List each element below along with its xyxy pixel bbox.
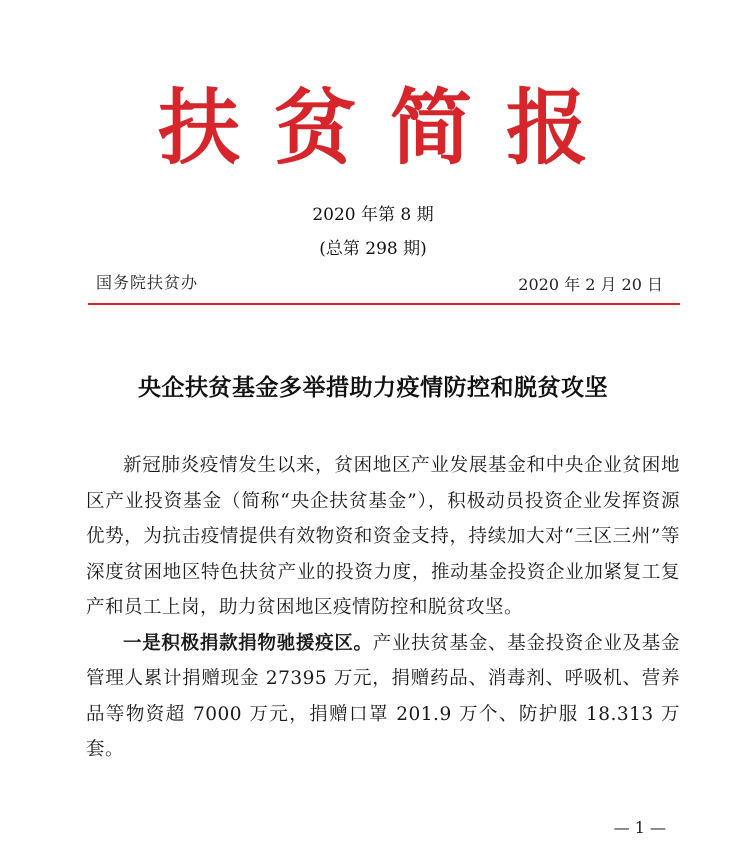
masthead-title: 扶贫简报 [157, 80, 622, 176]
issue-total: (总第 298 期) [319, 239, 427, 259]
red-divider-rule [88, 303, 680, 305]
article-headline: 央企扶贫基金多举措助力疫情防控和脱贫攻坚 [138, 374, 608, 401]
issuer-name: 国务院扶贫办 [96, 273, 199, 292]
page-number: — 1 — [613, 818, 666, 837]
paragraph-text: 产业扶贫基金、基金投资企业及基金管理人累计捐赠现金 27395 万元，捐赠药品、消毒剂、呼吸机、营养品等物资超 7000 万元，捐赠口罩 201.9 万个、防护服 18.313 万套。 [86, 632, 680, 760]
article-body [86, 448, 680, 768]
paragraph-lead: 一是积极捐款捐物驰援疫区。 [123, 632, 373, 654]
issue-date: 2020 年 2 月 20 日 [518, 275, 663, 294]
issue-number: 2020 年第 8 期 [312, 205, 434, 225]
paragraph-donations [86, 626, 680, 768]
paragraph-intro: 新冠肺炎疫情发生以来，贫困地区产业发展基金和中央企业贫困地区产业投资基金（简称“央企扶贫基金”），积极动员投资企业发挥资源优势，为抗击疫情提供有效物资和资金支持，持续加大对“三区三州”等深度贫困地区特色扶贫产业的投资力度，推动基金投资企业加紧复工复产和员工上岗，助力贫困地区疫情防控和脱贫攻坚。 [86, 455, 680, 618]
